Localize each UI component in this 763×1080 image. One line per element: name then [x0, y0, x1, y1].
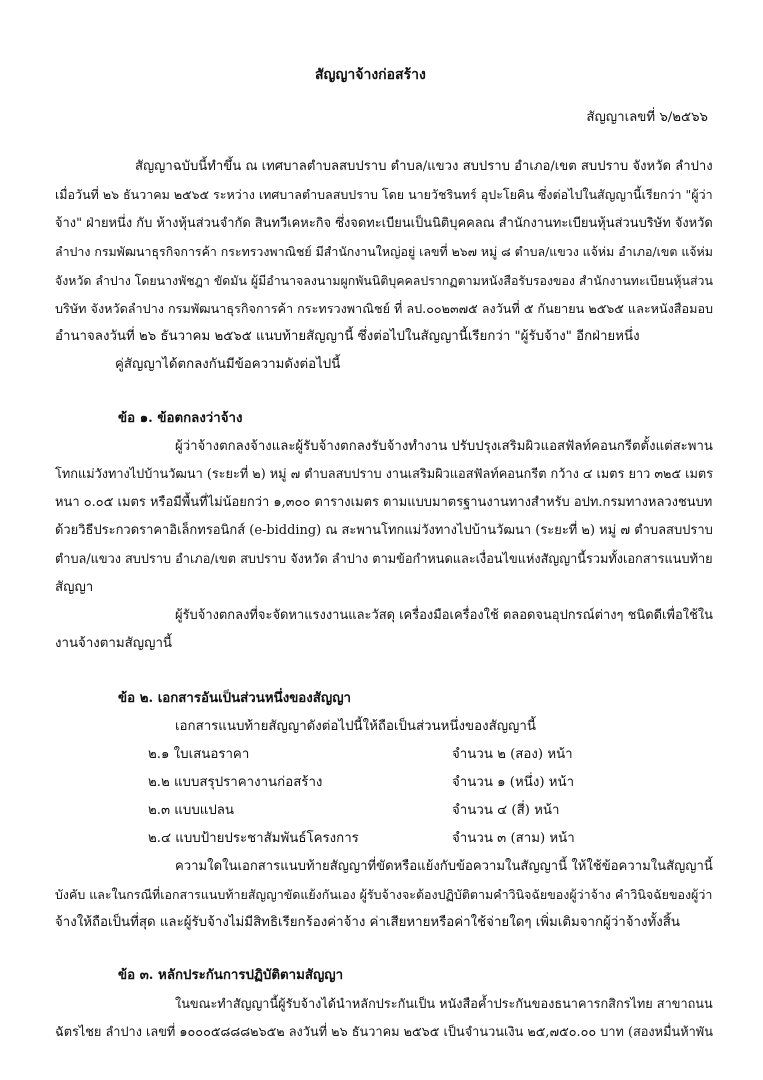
- clause-line: ด้วยวิธีประกวดราคาอิเล็กทรอนิกส์ (e-bidding) ณ สะพานโทกแม่วังทางไปบ้านวัฒนา (ระยะที่ ๒) หมู่ ๗ ตำบลสบปราบ: [55, 523, 713, 538]
- clause-line: โทกแม่วังทางไปบ้านวัฒนา (ระยะที่ ๒) หมู่ ๗ ตำบลสบปราบ งานเสริมผิวแอสฟัลท์คอนกรีต กว้าง ๔ เมตร ยาว ๓๒๕ เมตร: [55, 467, 714, 482]
- clause-line: ผู้ว่าจ้างตกลงจ้างและผู้รับจ้างตกลงรับจ้างทำงาน ปรับปรุงเสริมผิวแอสฟัลท์คอนกรีตตั้งแต่สะพาน: [175, 439, 713, 454]
- attachment-pages: จำนวน ๑ (หนึ่ง) หน้า: [452, 775, 575, 790]
- clause-line: ผู้รับจ้างตกลงที่จะจัดหาแรงงานและวัสดุ เครื่องมือเครื่องใช้ ตลอดจนอุปกรณ์ต่างๆ ชนิดดีเพื่อใช้ใน: [175, 608, 714, 623]
- intro-line: จ้าง" ฝ่ายหนึ่ง กับ ห้างหุ้นส่วนจำกัด สินทวีเคหะกิจ ซึ่งจดทะเบียนเป็นนิติบุคคลณ สำนักงานทะเบียนหุ้นส่วนบริษัท จังหวัด: [55, 216, 713, 231]
- attachment-name: ๒.๑ ใบเสนอราคา: [148, 747, 250, 762]
- clause-line: ความใดในเอกสารแนบท้ายสัญญาที่ขัดหรือแย้งกับข้อความในสัญญานี้ ให้ใช้ข้อความในสัญญานี้: [175, 859, 713, 874]
- attachment-pages: จำนวน ๒ (สอง) หน้า: [452, 747, 573, 762]
- clause-line: ตำบล/แขวง สบปราบ อำเภอ/เขต สบปราบ จังหวัด ลำปาง ตามข้อกำหนดและเงื่อนไขแห่งสัญญานี้รวมทั้งเอกสารแนบท้าย: [55, 552, 713, 567]
- attachment-name: ๒.๔ แบบป้ายประชาสัมพันธ์โครงการ: [148, 831, 359, 846]
- clause-line: งานจ้างตามสัญญานี้: [55, 636, 172, 651]
- intro-line: จังหวัด ลำปาง โดยนางพัชฎา ขัดมัน ผู้มีอำนาจลงนามผูกพันนิติบุคคลปรากฏตามหนังสือรับรองของ สำนักงานทะเบียนหุ้นส่วน: [55, 274, 713, 288]
- attachment-name: ๒.๒ แบบสรุปราคางานก่อสร้าง: [148, 775, 323, 790]
- clause-line: ในขณะทำสัญญานี้ผู้รับจ้างได้นำหลักประกันเป็น หนังสือค้ำประกันของธนาคารกสิกรไทย สาขาถนน: [175, 997, 713, 1012]
- contract-number: สัญญาเลขที่ ๖/๒๕๖๖: [586, 110, 708, 125]
- attachment-pages: จำนวน ๔ (สี่) หน้า: [452, 803, 560, 818]
- intro-line: สัญญาฉบับนี้ทำขึ้น ณ เทศบาลตำบลสบปราบ ตำบล/แขวง สบปราบ อำเภอ/เขต สบปราบ จังหวัด ลำปาง: [135, 159, 713, 174]
- clause-lead: เอกสารแนบท้ายสัญญาดังต่อไปนี้ให้ถือเป็นส่วนหนึ่งของสัญญานี้: [175, 719, 536, 734]
- intro-line: บริษัท จังหวัดลำปาง กรมพัฒนาธุรกิจการค้า กระทรวงพาณิชย์ ที่ ลป.๐๐๒๓๗๕ ลงวันที่ ๕ กันยายน ๒๕๖๕ และหนังสือมอบ: [55, 301, 714, 316]
- clause-heading: ข้อ ๓. หลักประกันการปฏิบัติตามสัญญา: [118, 968, 344, 983]
- clause-line: ฉัตรไชย ลำปาง เลขที่ ๑๐๐๐๕๘๘๘๒๖๕๒ ลงวันที่ ๒๖ ธันวาคม ๒๕๖๕ เป็นจำนวนเงิน ๒๕,๗๕๐.๐๐ บาท (สองหมื่นห้าพัน: [55, 1025, 713, 1040]
- attachment-pages: จำนวน ๓ (สาม) หน้า: [452, 831, 575, 846]
- clause-line: บังคับ และในกรณีที่เอกสารแนบท้ายสัญญาขัดแย้งกันเอง ผู้รับจ้างจะต้องปฏิบัติตามคำวินิจฉัยของผู้ว่าจ้าง คำวินิจฉัยของผู้ว่า: [55, 887, 713, 902]
- attachment-name: ๒.๓ แบบแปลน: [148, 803, 235, 818]
- clause-line: หนา ๐.๐๕ เมตร หรือมีพื้นที่ไม่น้อยกว่า ๑,๓๐๐ ตารางเมตร ตามแบบมาตรฐานงานทางสำหรับ อปท.กรมทางหลวงชนบท: [55, 495, 713, 510]
- intro-line: ลำปาง กรมพัฒนาธุรกิจการค้า กระทรวงพาณิชย์ มีสำนักงานใหญ่อยู่ เลขที่ ๒๖๗ หมู่ ๘ ตำบล/แขวง แจ้ห่ม อำเภอ/เขต แจ้ห่ม: [55, 244, 713, 259]
- intro-line: คู่สัญญาได้ตกลงกันมีข้อความดังต่อไปนี้: [115, 357, 341, 372]
- clause-heading: ข้อ ๑. ข้อตกลงว่าจ้าง: [118, 411, 243, 426]
- clause-line: จ้างให้ถือเป็นที่สุด และผู้รับจ้างไม่มีสิทธิเรียกร้องค่าจ้าง ค่าเสียหายหรือค่าใช้จ่ายใดๆ เพิ่มเติมจากผู้ว่าจ้างทั้งสิ้น: [55, 915, 680, 930]
- clause-heading: ข้อ ๒. เอกสารอันเป็นส่วนหนึ่งของสัญญา: [118, 691, 352, 706]
- document-title: สัญญาจ้างก่อสร้าง: [315, 67, 426, 83]
- clause-line: สัญญา: [55, 580, 94, 595]
- intro-line: เมื่อวันที่ ๒๖ ธันวาคม ๒๕๖๕ ระหว่าง เทศบาลตำบลสบปราบ โดย นายวัชรินทร์ อุปะโยคิน ซึ่งต่อไปในสัญญานี้เรียกว่า "ผู้ว่า: [55, 187, 713, 202]
- intro-line: อำนาจลงวันที่ ๒๖ ธันวาคม ๒๕๖๕ แนบท้ายสัญญานี้ ซึ่งต่อไปในสัญญานี้เรียกว่า "ผู้รับจ้าง" อีกฝ่ายหนึ่ง: [55, 329, 640, 344]
